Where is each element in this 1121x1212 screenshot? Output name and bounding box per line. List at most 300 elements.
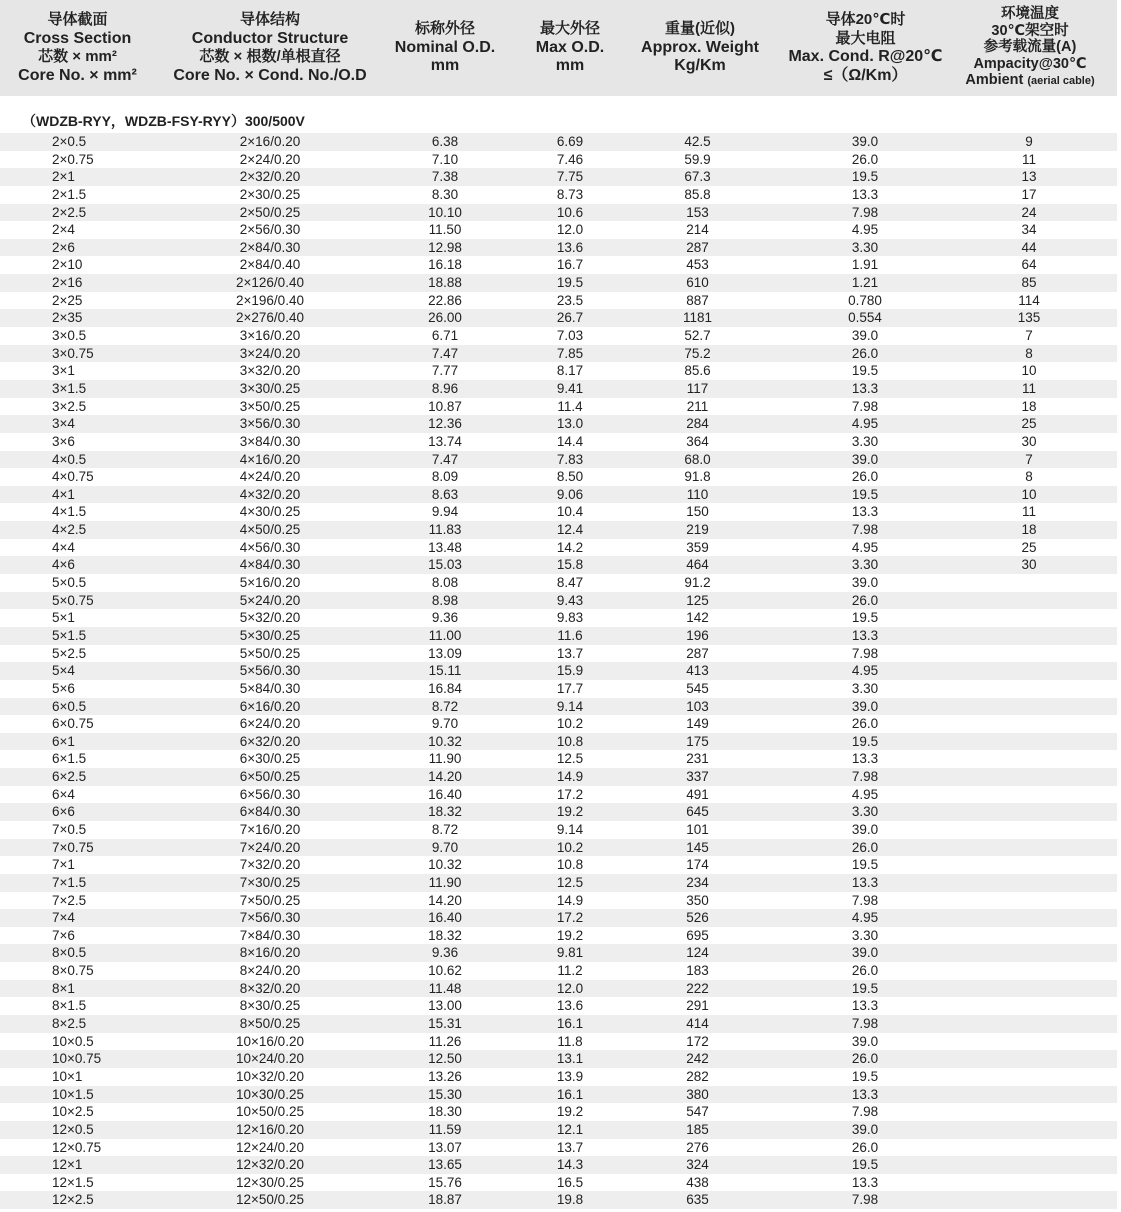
table-cell: 10×32/0.20 [236,1068,304,1084]
table-cell: 149 [686,716,709,732]
table-cell: 13.3 [851,504,879,520]
table-cell: 6×56/0.30 [239,786,301,802]
table-cell: 231 [686,751,709,767]
table-row [0,345,1117,363]
table-cell [975,874,1083,892]
table-cell: 39.0 [851,1121,879,1137]
table-cell: 7×30/0.25 [239,874,301,890]
table-cell: 453 [686,257,709,273]
header-line: 导体结构 [239,11,300,28]
table-cell: 6×4 [52,786,75,802]
table-cell: 13 [1021,169,1037,185]
table-cell: 12.36 [428,416,462,432]
table-row [0,1050,1117,1068]
table-cell: 13.3 [851,186,879,202]
table-cell: 10.62 [428,963,462,979]
header-max-resistance [778,0,953,96]
table-cell: 9.41 [556,380,584,396]
table-cell: 67.3 [684,169,711,185]
table-cell: 291 [686,998,709,1014]
header-line: 重量(近似) [665,20,735,38]
table-row [0,327,1117,345]
table-cell: 4.95 [851,910,879,926]
table-cell [975,645,1083,663]
table-cell: 10.87 [428,398,462,414]
table-row [0,874,1117,892]
table-cell: 13.9 [556,1068,584,1084]
table-cell [975,980,1083,998]
table-cell: 19.2 [556,927,584,943]
table-cell: 211 [686,398,709,414]
table-cell: 9.81 [556,945,584,961]
table-cell: 10×0.5 [52,1033,94,1049]
table-cell: 68.0 [684,451,711,467]
table-cell: 18.87 [428,1192,462,1208]
header-line: Nominal O.D. [394,38,496,56]
table-cell: 16.7 [556,257,584,273]
table-cell [975,1139,1083,1157]
ambient-label: Ambient [965,72,1024,89]
table-cell: 13.09 [428,645,462,661]
table-cell: 135 [1017,310,1041,326]
table-cell: 14.2 [556,539,584,555]
table-cell: 464 [686,557,709,573]
table-cell: 2×276/0.40 [236,310,304,326]
table-cell: 545 [686,680,709,696]
table-row [0,239,1117,257]
table-cell: 10×16/0.20 [236,1033,304,1049]
header-line: Max O.D. [535,38,605,56]
table-cell: 15.8 [556,557,584,573]
table-cell: 13.0 [556,416,584,432]
table-cell: 7×6 [52,927,75,943]
table-cell: 11 [1021,380,1036,396]
table-cell: 52.7 [684,328,711,344]
table-cell: 34 [1021,222,1037,238]
table-cell: 10.2 [556,839,584,855]
table-cell: 6×0.75 [52,716,94,732]
table-cell: 18.30 [428,1104,462,1120]
table-cell: 91.2 [684,575,711,591]
table-cell: 635 [686,1192,709,1208]
table-cell: 7.75 [556,169,584,185]
table-cell: 7×16/0.20 [239,821,301,837]
table-row [0,645,1117,663]
table-cell [975,803,1083,821]
table-cell: 413 [686,663,709,679]
table-cell: 12×0.5 [52,1121,94,1137]
header-line [965,72,1094,90]
table-cell: 26.0 [851,469,879,485]
table-cell: 12×2.5 [52,1192,94,1208]
table-cell: 4×50/0.25 [239,522,301,538]
table-cell [975,821,1083,839]
table-cell: 12.98 [428,239,462,255]
table-row [0,786,1117,804]
table-cell: 1.91 [851,257,879,273]
table-cell: 337 [686,769,709,785]
table-cell: 19.5 [851,1157,879,1173]
table-cell: 364 [686,433,709,449]
table-cell: 7.47 [431,345,459,361]
table-cell: 3.30 [851,804,879,820]
table-cell: 4×1.5 [52,504,87,520]
table-cell: 13.74 [428,433,462,449]
table-row [0,609,1117,627]
table-row [0,1068,1117,1086]
table-cell: 214 [686,222,709,238]
table-cell: 17.2 [556,910,584,926]
table-row [0,856,1117,874]
table-cell: 13.6 [556,998,584,1014]
table-row [0,256,1117,274]
table-cell: 2×16 [52,275,83,291]
table-cell: 19.5 [851,610,879,626]
table-cell [975,1191,1083,1209]
table-cell: 26.0 [851,1051,879,1067]
table-cell [975,927,1083,945]
table-row [0,803,1117,821]
table-cell: 13.7 [556,645,584,661]
table-cell: 172 [686,1033,709,1049]
table-cell: 12×24/0.20 [236,1139,304,1155]
table-row [0,415,1117,433]
header-approx-weight [630,0,770,96]
table-cell: 6.71 [431,328,459,344]
header-line: mm [430,57,460,75]
header-line: 参考载流量(A) [983,39,1077,56]
table-cell: 9.14 [556,821,584,837]
table-cell: 13.1 [556,1051,584,1067]
table-cell: 2×56/0.30 [239,222,301,238]
table-cell: 12×1.5 [52,1174,94,1190]
table-header [0,0,1117,96]
table-cell: 7.47 [431,451,459,467]
table-cell: 15.30 [428,1086,462,1102]
header-line: 环境温度 [1001,6,1059,23]
table-cell: 14.3 [556,1157,584,1173]
table-cell: 19.5 [851,169,879,185]
table-cell: 3.30 [851,239,879,255]
table-cell [975,715,1083,733]
table-cell: 3×24/0.20 [239,345,301,361]
table-cell: 414 [686,1016,709,1032]
table-cell: 85 [1021,275,1037,291]
table-cell: 2×6 [52,239,75,255]
table-cell: 12×32/0.20 [236,1157,304,1173]
table-cell: 23.5 [556,292,584,308]
table-cell: 13.7 [556,1139,584,1155]
table-cell: 4×6 [52,557,75,573]
table-cell: 153 [686,204,709,220]
table-cell: 8×2.5 [52,1016,87,1032]
table-cell: 117 [686,380,709,396]
table-cell: 7×1.5 [52,874,87,890]
header-line: 导体20℃时 [825,11,906,28]
table-cell: 8.96 [431,380,459,396]
table-cell [975,1015,1083,1033]
table-cell: 174 [686,857,709,873]
table-cell: 22.86 [428,292,462,308]
table-cell: 12.0 [556,222,584,238]
table-cell: 5×0.75 [52,592,94,608]
table-cell: 7.98 [851,398,879,414]
table-cell: 7×1 [52,857,75,873]
table-cell: 5×56/0.30 [239,663,301,679]
table-cell: 284 [686,416,709,432]
table-cell: 103 [686,698,709,714]
header-cross-section [0,0,155,96]
table-cell: 14.4 [556,433,584,449]
table-cell: 276 [686,1139,709,1155]
table-cell: 6×50/0.25 [239,769,301,785]
table-cell: 19.5 [851,1068,879,1084]
table-cell: 2×50/0.25 [239,204,301,220]
table-row [0,1033,1117,1051]
table-cell: 26.7 [556,310,584,326]
table-cell: 12.50 [428,1051,462,1067]
table-cell: 7.98 [851,1016,879,1032]
table-cell: 5×2.5 [52,645,87,661]
table-cell: 8.63 [431,486,459,502]
table-cell: 7 [1025,451,1033,467]
table-cell: 4×4 [52,539,75,555]
table-row [0,768,1117,786]
table-cell: 7.38 [431,169,459,185]
table-cell: 59.9 [684,151,711,167]
table-cell: 30 [1021,557,1037,573]
header-max-od [515,0,625,96]
table-cell [975,574,1083,592]
table-cell: 16.40 [428,910,462,926]
table-row [0,733,1117,751]
table-cell: 7.98 [851,204,879,220]
table-cell: 6.38 [431,134,459,149]
table-cell: 19.2 [556,804,584,820]
table-cell [975,944,1083,962]
table-cell: 8 [1025,345,1033,361]
table-cell: 4×24/0.20 [239,469,301,485]
table-cell: 16.5 [556,1174,584,1190]
table-row [0,1139,1117,1157]
table-cell: 7.03 [556,328,584,344]
table-cell: 2×126/0.40 [236,275,304,291]
table-row [0,592,1117,610]
table-cell: 0.554 [848,310,882,326]
table-row [0,292,1117,310]
table-cell: 10 [1021,486,1037,502]
table-cell: 26.0 [851,345,879,361]
table-cell [975,839,1083,857]
table-cell [975,609,1083,627]
table-cell: 24 [1021,204,1037,220]
table-cell: 13.3 [851,1174,879,1190]
table-cell: 3×1.5 [52,380,87,396]
table-cell: 10.6 [556,204,584,220]
table-cell: 11.50 [428,222,462,238]
table-cell: 183 [686,963,709,979]
table-cell: 16.1 [556,1016,584,1032]
table-cell: 13.3 [851,751,879,767]
table-row [0,821,1117,839]
table-cell [975,1103,1083,1121]
table-cell [975,1156,1083,1174]
table-row [0,574,1117,592]
table-row [0,433,1117,451]
table-cell: 13.3 [851,380,879,396]
table-cell: 185 [686,1121,709,1137]
table-row [0,168,1117,186]
table-cell: 11.59 [428,1121,462,1137]
table-row [0,980,1117,998]
table-cell: 85.6 [684,363,711,379]
table-cell: 380 [686,1086,709,1102]
table-cell: 7.98 [851,1192,879,1208]
table-cell: 887 [686,292,709,308]
table-cell: 242 [686,1051,709,1067]
table-cell: 4×0.75 [52,469,94,485]
table-cell: 7.46 [556,151,584,167]
table-cell [975,627,1083,645]
table-row [0,556,1117,574]
header-line: 最大电阻 [835,29,896,47]
table-cell [975,909,1083,927]
table-cell: 64 [1021,257,1037,273]
table-cell: 10.8 [556,857,584,873]
table-cell: 4×16/0.20 [239,451,301,467]
table-row [0,521,1117,539]
table-cell: 5×84/0.30 [239,680,301,696]
table-cell: 142 [686,610,709,626]
header-ampacity [955,0,1105,96]
table-cell: 7.98 [851,645,879,661]
table-cell: 3×4 [52,416,75,432]
table-cell: 10.2 [556,716,584,732]
table-cell: 11.2 [557,963,583,979]
table-cell: 19.2 [556,1104,584,1120]
table-cell: 9.83 [556,610,584,626]
section-title: （WDZB-RYY，WDZB-FSY-RYY）300/500V [22,113,305,129]
table-cell: 2×24/0.20 [239,151,301,167]
table-cell: 9.36 [431,945,459,961]
table-cell: 12×30/0.25 [236,1174,304,1190]
table-cell: 6×24/0.20 [239,716,301,732]
table-row [0,468,1117,486]
table-cell: 26.0 [851,592,879,608]
table-cell: 10.4 [556,504,584,520]
table-cell: 15.9 [556,663,584,679]
table-cell: 526 [686,910,709,926]
header-line: Max. Cond. R@20℃ [788,48,943,65]
table-cell: 287 [686,645,709,661]
table-cell: 14.9 [556,769,584,785]
table-row [0,221,1117,239]
table-row [0,892,1117,910]
table-row [0,927,1117,945]
table-cell [975,1121,1083,1139]
table-cell: 7×50/0.25 [239,892,301,908]
table-cell: 10.32 [428,857,462,873]
table-row [0,715,1117,733]
table-cell: 3×16/0.20 [239,328,301,344]
table-cell: 12.1 [556,1121,584,1137]
table-cell [975,698,1083,716]
table-cell: 10.8 [556,733,584,749]
table-cell: 1181 [682,310,713,326]
table-cell [975,786,1083,804]
table-cell: 8.72 [431,821,459,837]
table-cell: 9.06 [556,486,584,502]
table-cell: 12.0 [556,980,584,996]
table-cell: 12.5 [556,874,584,890]
table-cell: 8×50/0.25 [239,1016,301,1032]
table-cell: 5×0.5 [52,575,87,591]
table-cell: 7.10 [431,151,459,167]
table-cell: 8×0.75 [52,963,94,979]
table-row [0,944,1117,962]
table-cell: 10×50/0.25 [236,1104,304,1120]
table-cell [975,750,1083,768]
table-cell: 85.8 [684,186,711,202]
table-cell: 7.77 [431,363,459,379]
table-cell: 5×1 [52,610,75,626]
table-row [0,451,1117,469]
table-cell: 10 [1021,363,1037,379]
table-cell: 19.5 [851,486,879,502]
header-line: ≤（Ω/Km） [823,66,908,84]
table-cell: 6×1 [52,733,75,749]
table-cell: 10.32 [428,733,462,749]
table-cell: 17.2 [556,786,584,802]
table-cell: 6×1.5 [52,751,87,767]
table-cell: 2×2.5 [52,204,87,220]
table-cell: 75.2 [684,345,711,361]
table-cell: 39.0 [851,698,879,714]
table-cell: 5×50/0.25 [239,645,301,661]
table-cell: 25 [1021,539,1037,555]
table-cell: 4×32/0.20 [239,486,301,502]
table-cell: 11.90 [428,751,462,767]
table-cell: 3×0.5 [52,328,87,344]
table-cell: 11.6 [557,627,583,643]
table-cell: 5×24/0.20 [239,592,301,608]
table-cell: 7×84/0.30 [239,927,301,943]
table-cell: 6×16/0.20 [239,698,301,714]
header-line: Core No. × Cond. No./O.D [173,66,367,84]
table-cell: 14.20 [428,892,462,908]
table-cell: 18.32 [428,927,462,943]
table-cell: 124 [686,945,709,961]
table-cell: 8×32/0.20 [239,980,301,996]
table-cell: 3×56/0.30 [239,416,301,432]
header-nominal-od [385,0,505,96]
table-cell: 42.5 [684,134,711,149]
table-row [0,627,1117,645]
table-cell: 4.95 [851,539,879,555]
table-cell: 18.32 [428,804,462,820]
table-cell: 5×30/0.25 [239,627,301,643]
table-cell: 645 [686,804,709,820]
table-row [0,680,1117,698]
table-cell: 6×84/0.30 [239,804,301,820]
table-cell: 491 [686,786,709,802]
header-line: Core No. × mm² [18,66,137,84]
table-cell: 222 [686,980,709,996]
table-cell: 8.47 [556,575,584,591]
table-cell: 8.30 [431,186,459,202]
table-cell: 4.95 [851,786,879,802]
table-cell: 547 [686,1104,709,1120]
